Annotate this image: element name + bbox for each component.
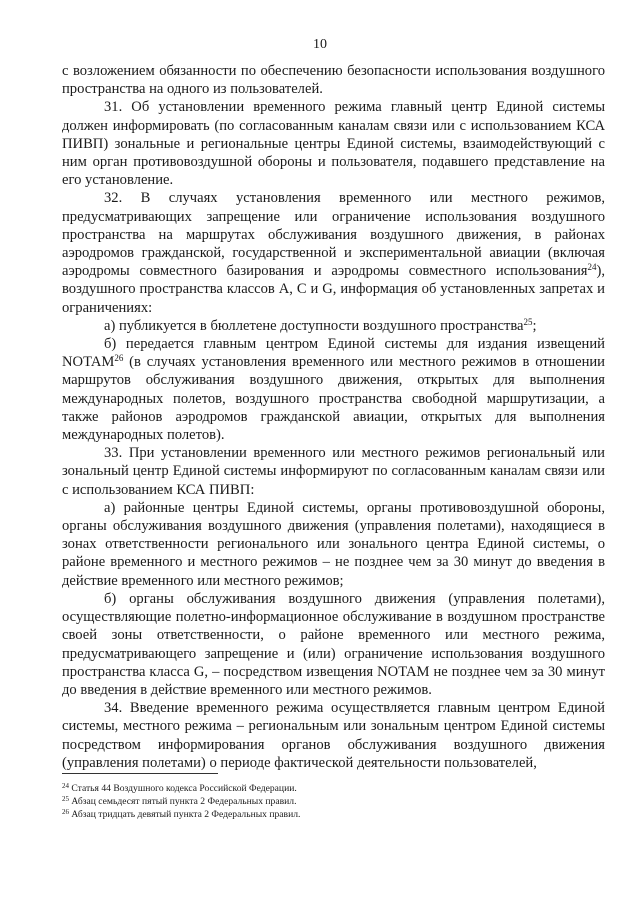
paragraph-32-tail: ), воздушного пространства классов А, С и G, информация об установленных запретах и ограничениях: [62, 263, 605, 316]
paragraph-continuation: с возложением обязанности по обеспечению безопасности использования воздушного пространства на одного из пользователей. [62, 63, 605, 98]
footnote-text: Статья 44 Воздушного кодекса Российской Федерации. [69, 783, 297, 794]
paragraph-31: 31. Об установлении временного режима главный центр Единой системы должен информировать (по согласованным каналам связи или с использованием КСА ПИВП) зональные и региональные центры Единой системы, взаимодействующий с ним орган противовоздушной обороны и пользователя, подавшего представление на его установление. [62, 99, 605, 189]
paragraph-32b-tail: (в случаях установления временного или местного режимов в отношении маршрутов обслуживания воздушного движения, открытых для выполнения международных полетов, воздушного пространства свободной маршрутизации, а также районов аэродромов гражданской авиации, открытых для выполнения международных полетов). [62, 354, 605, 444]
paragraph-32a-text: а) публикуется в бюллетене доступности воздушного пространства [104, 317, 524, 334]
paragraph-33b: б) органы обслуживания воздушного движения (управления полетами), осуществляющие полетно-информационное обслуживание в воздушном пространстве своей зоны ответственности, о районе временного или местного режима, предусматривающего запрещение и (или) ограничение использования воздушного пространства класса G, – посредством извещения NOTAM не позднее чем за 30 минут до введения в действие временного или местного режимов. [62, 590, 605, 698]
paragraph-32-text: 32. В случаях установления временного или местного режимов, предусматривающих запрещение или ограничение использования воздушного пространства на маршрутах обслуживания воздушного движения, в районах аэродромов гражданской, государственной и экспериментальной авиации (включая аэродромы совместного базирования и аэродромы совместного использования [62, 190, 605, 280]
paragraph-32a-tail: ; [532, 317, 537, 334]
footnote-ref-25: 25 [523, 316, 533, 327]
paragraph-32a [62, 317, 605, 335]
footnote-number: 25 [62, 795, 69, 803]
footnote-text: Абзац семьдесят пятый пункта 2 Федеральных правил. [69, 796, 297, 807]
paragraph-33: 33. При установлении временного или местного режимов региональный или зональный центр Единой системы информируют по согласованным каналам связи или с использованием КСА ПИВП: [62, 445, 605, 498]
paragraph-33a: а) районные центры Единой системы, органы противовоздушной обороны, органы обслуживания воздушного движения (управления полетами), находящиеся в зонах ответственности регионального или зонального центра Единой системы, о районе временного и местного режимов – не позднее чем за 30 минут до введения в действие временного или местного режимов; [62, 499, 605, 589]
footnotes [62, 782, 605, 821]
page-number: 10 [313, 37, 327, 52]
footnote-ref-24: 24 [587, 262, 597, 273]
paragraph-32b-head: б) передается главным центром Единой системы для издания извещений NOTAM [62, 336, 605, 371]
footnote-ref-26: 26 [114, 353, 124, 364]
paragraph-32b [62, 335, 605, 444]
document-body [62, 62, 605, 772]
footnote-26 [62, 808, 605, 821]
paragraph-32 [62, 189, 605, 316]
footnote-25 [62, 795, 605, 808]
footnote-text: Абзац тридцать девятый пункта 2 Федеральных правил. [69, 809, 301, 820]
footnote-number: 26 [62, 808, 69, 816]
paragraph-34: 34. Введение временного режима осуществляется главным центром Единой системы, местного режима – региональным или зональным центром Единой системы посредством информирования органов обслуживания воздушного движения (управления полетами) о периоде фактической деятельности пользователей, [62, 700, 605, 771]
footnote-24 [62, 782, 605, 795]
footnote-separator [62, 773, 218, 774]
footnote-number: 24 [62, 782, 69, 790]
